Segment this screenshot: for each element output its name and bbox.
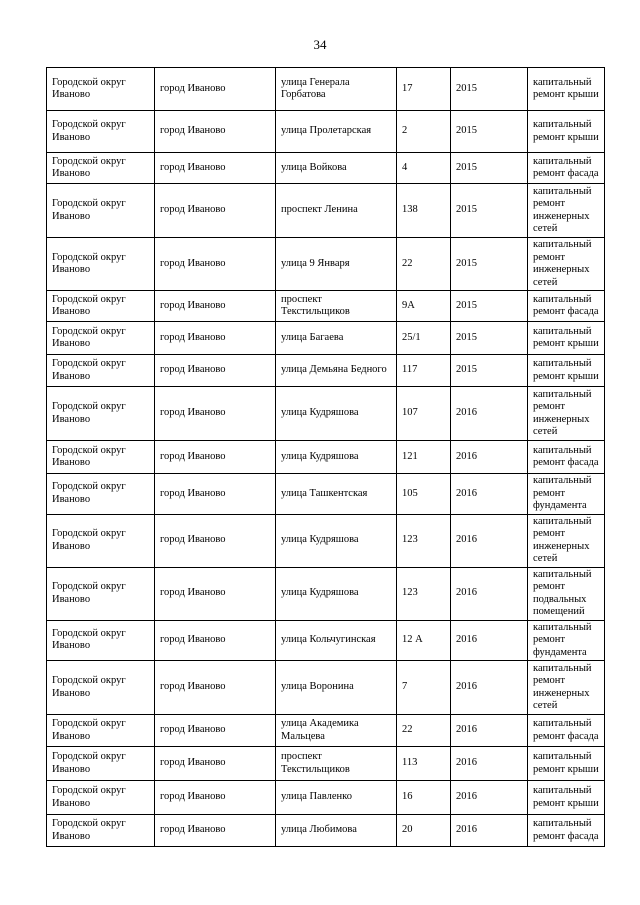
work-type-cell: капитальный ремонт инженерных сетей	[528, 514, 605, 567]
city-cell: город Иваново	[155, 661, 276, 715]
district-cell: Городской округ Иваново	[47, 387, 155, 441]
table-row	[47, 111, 605, 153]
year-cell: 2016	[451, 747, 528, 781]
house-number-cell: 20	[397, 815, 451, 847]
house-number-cell: 105	[397, 474, 451, 515]
year-cell: 2015	[451, 68, 528, 111]
house-number-cell: 9А	[397, 291, 451, 322]
work-type-cell: капитальный ремонт крыши	[528, 68, 605, 111]
year-cell: 2016	[451, 387, 528, 441]
table-row	[47, 387, 605, 441]
city-cell: город Иваново	[155, 620, 276, 661]
year-cell: 2015	[451, 322, 528, 355]
house-number-cell: 7	[397, 661, 451, 715]
year-cell: 2016	[451, 567, 528, 620]
street-cell: улица Воронина	[276, 661, 397, 715]
year-cell: 2016	[451, 474, 528, 515]
table-row	[47, 68, 605, 111]
district-cell: Городской округ Иваново	[47, 441, 155, 474]
work-type-cell: капитальный ремонт фасада	[528, 715, 605, 747]
work-type-cell: капитальный ремонт фасада	[528, 441, 605, 474]
house-number-cell: 123	[397, 514, 451, 567]
street-cell: улица Демьяна Бедного	[276, 355, 397, 387]
year-cell: 2015	[451, 238, 528, 291]
city-cell: город Иваново	[155, 815, 276, 847]
city-cell: город Иваново	[155, 747, 276, 781]
city-cell: город Иваново	[155, 322, 276, 355]
table-row	[47, 153, 605, 184]
district-cell: Городской округ Иваново	[47, 184, 155, 238]
street-cell: улица Багаева	[276, 322, 397, 355]
page-number: 34	[313, 37, 327, 52]
table-row	[47, 815, 605, 847]
city-cell: город Иваново	[155, 153, 276, 184]
house-number-cell: 117	[397, 355, 451, 387]
work-type-cell: капитальный ремонт инженерных сетей	[528, 387, 605, 441]
house-number-cell: 107	[397, 387, 451, 441]
table-row	[47, 514, 605, 567]
work-type-cell: капитальный ремонт крыши	[528, 781, 605, 815]
district-cell: Городской округ Иваново	[47, 153, 155, 184]
street-cell: улица Кудряшова	[276, 387, 397, 441]
city-cell: город Иваново	[155, 567, 276, 620]
district-cell: Городской округ Иваново	[47, 322, 155, 355]
street-cell: улица Ташкентская	[276, 474, 397, 515]
district-cell: Городской округ Иваново	[47, 661, 155, 715]
street-cell: проспект Текстильщиков	[276, 291, 397, 322]
work-type-cell: капитальный ремонт фундамента	[528, 620, 605, 661]
house-number-cell: 4	[397, 153, 451, 184]
city-cell: город Иваново	[155, 715, 276, 747]
house-number-cell: 138	[397, 184, 451, 238]
house-number-cell: 22	[397, 715, 451, 747]
year-cell: 2015	[451, 355, 528, 387]
district-cell: Городской округ Иваново	[47, 781, 155, 815]
street-cell: улица Кольчугинская	[276, 620, 397, 661]
district-cell: Городской округ Иваново	[47, 747, 155, 781]
table-row	[47, 474, 605, 515]
city-cell: город Иваново	[155, 355, 276, 387]
house-number-cell: 25/1	[397, 322, 451, 355]
table-row	[47, 620, 605, 661]
district-cell: Городской округ Иваново	[47, 291, 155, 322]
table-row	[47, 355, 605, 387]
work-type-cell: капитальный ремонт крыши	[528, 355, 605, 387]
work-type-cell: капитальный ремонт инженерных сетей	[528, 661, 605, 715]
work-type-cell: капитальный ремонт подвальных помещений	[528, 567, 605, 620]
house-number-cell: 121	[397, 441, 451, 474]
city-cell: город Иваново	[155, 291, 276, 322]
table-row	[47, 567, 605, 620]
repair-schedule-table	[46, 67, 605, 847]
year-cell: 2015	[451, 111, 528, 153]
work-type-cell: капитальный ремонт инженерных сетей	[528, 238, 605, 291]
work-type-cell: капитальный ремонт крыши	[528, 322, 605, 355]
table-row	[47, 322, 605, 355]
district-cell: Городской округ Иваново	[47, 355, 155, 387]
city-cell: город Иваново	[155, 781, 276, 815]
city-cell: город Иваново	[155, 474, 276, 515]
house-number-cell: 113	[397, 747, 451, 781]
city-cell: город Иваново	[155, 111, 276, 153]
house-number-cell: 2	[397, 111, 451, 153]
work-type-cell: капитальный ремонт фасада	[528, 291, 605, 322]
city-cell: город Иваново	[155, 184, 276, 238]
street-cell: улица Кудряшова	[276, 441, 397, 474]
street-cell: улица Пролетарская	[276, 111, 397, 153]
work-type-cell: капитальный ремонт фасада	[528, 815, 605, 847]
district-cell: Городской округ Иваново	[47, 111, 155, 153]
table-row	[47, 781, 605, 815]
year-cell: 2016	[451, 620, 528, 661]
work-type-cell: капитальный ремонт фундамента	[528, 474, 605, 515]
work-type-cell: капитальный ремонт крыши	[528, 111, 605, 153]
city-cell: город Иваново	[155, 387, 276, 441]
work-type-cell: капитальный ремонт фасада	[528, 153, 605, 184]
district-cell: Городской округ Иваново	[47, 238, 155, 291]
district-cell: Городской округ Иваново	[47, 567, 155, 620]
table-body	[47, 68, 605, 847]
district-cell: Городской округ Иваново	[47, 815, 155, 847]
city-cell: город Иваново	[155, 238, 276, 291]
street-cell: проспект Текстильщиков	[276, 747, 397, 781]
year-cell: 2016	[451, 441, 528, 474]
street-cell: улица Кудряшова	[276, 514, 397, 567]
table-row	[47, 441, 605, 474]
district-cell: Городской округ Иваново	[47, 514, 155, 567]
house-number-cell: 17	[397, 68, 451, 111]
city-cell: город Иваново	[155, 68, 276, 111]
table-row	[47, 747, 605, 781]
year-cell: 2016	[451, 514, 528, 567]
table-row	[47, 661, 605, 715]
table-row	[47, 184, 605, 238]
street-cell: улица Павленко	[276, 781, 397, 815]
district-cell: Городской округ Иваново	[47, 68, 155, 111]
table-row	[47, 715, 605, 747]
street-cell: улица Академика Мальцева	[276, 715, 397, 747]
district-cell: Городской округ Иваново	[47, 620, 155, 661]
district-cell: Городской округ Иваново	[47, 715, 155, 747]
work-type-cell: капитальный ремонт инженерных сетей	[528, 184, 605, 238]
house-number-cell: 16	[397, 781, 451, 815]
city-cell: город Иваново	[155, 441, 276, 474]
street-cell: улица 9 Января	[276, 238, 397, 291]
house-number-cell: 22	[397, 238, 451, 291]
street-cell: улица Кудряшова	[276, 567, 397, 620]
year-cell: 2016	[451, 815, 528, 847]
year-cell: 2016	[451, 781, 528, 815]
table-row	[47, 238, 605, 291]
street-cell: улица Любимова	[276, 815, 397, 847]
year-cell: 2015	[451, 153, 528, 184]
work-type-cell: капитальный ремонт крыши	[528, 747, 605, 781]
house-number-cell: 123	[397, 567, 451, 620]
street-cell: улица Войкова	[276, 153, 397, 184]
street-cell: улица Генерала Горбатова	[276, 68, 397, 111]
year-cell: 2016	[451, 715, 528, 747]
year-cell: 2015	[451, 291, 528, 322]
street-cell: проспект Ленина	[276, 184, 397, 238]
table-row	[47, 291, 605, 322]
district-cell: Городской округ Иваново	[47, 474, 155, 515]
year-cell: 2016	[451, 661, 528, 715]
house-number-cell: 12 А	[397, 620, 451, 661]
city-cell: город Иваново	[155, 514, 276, 567]
year-cell: 2015	[451, 184, 528, 238]
